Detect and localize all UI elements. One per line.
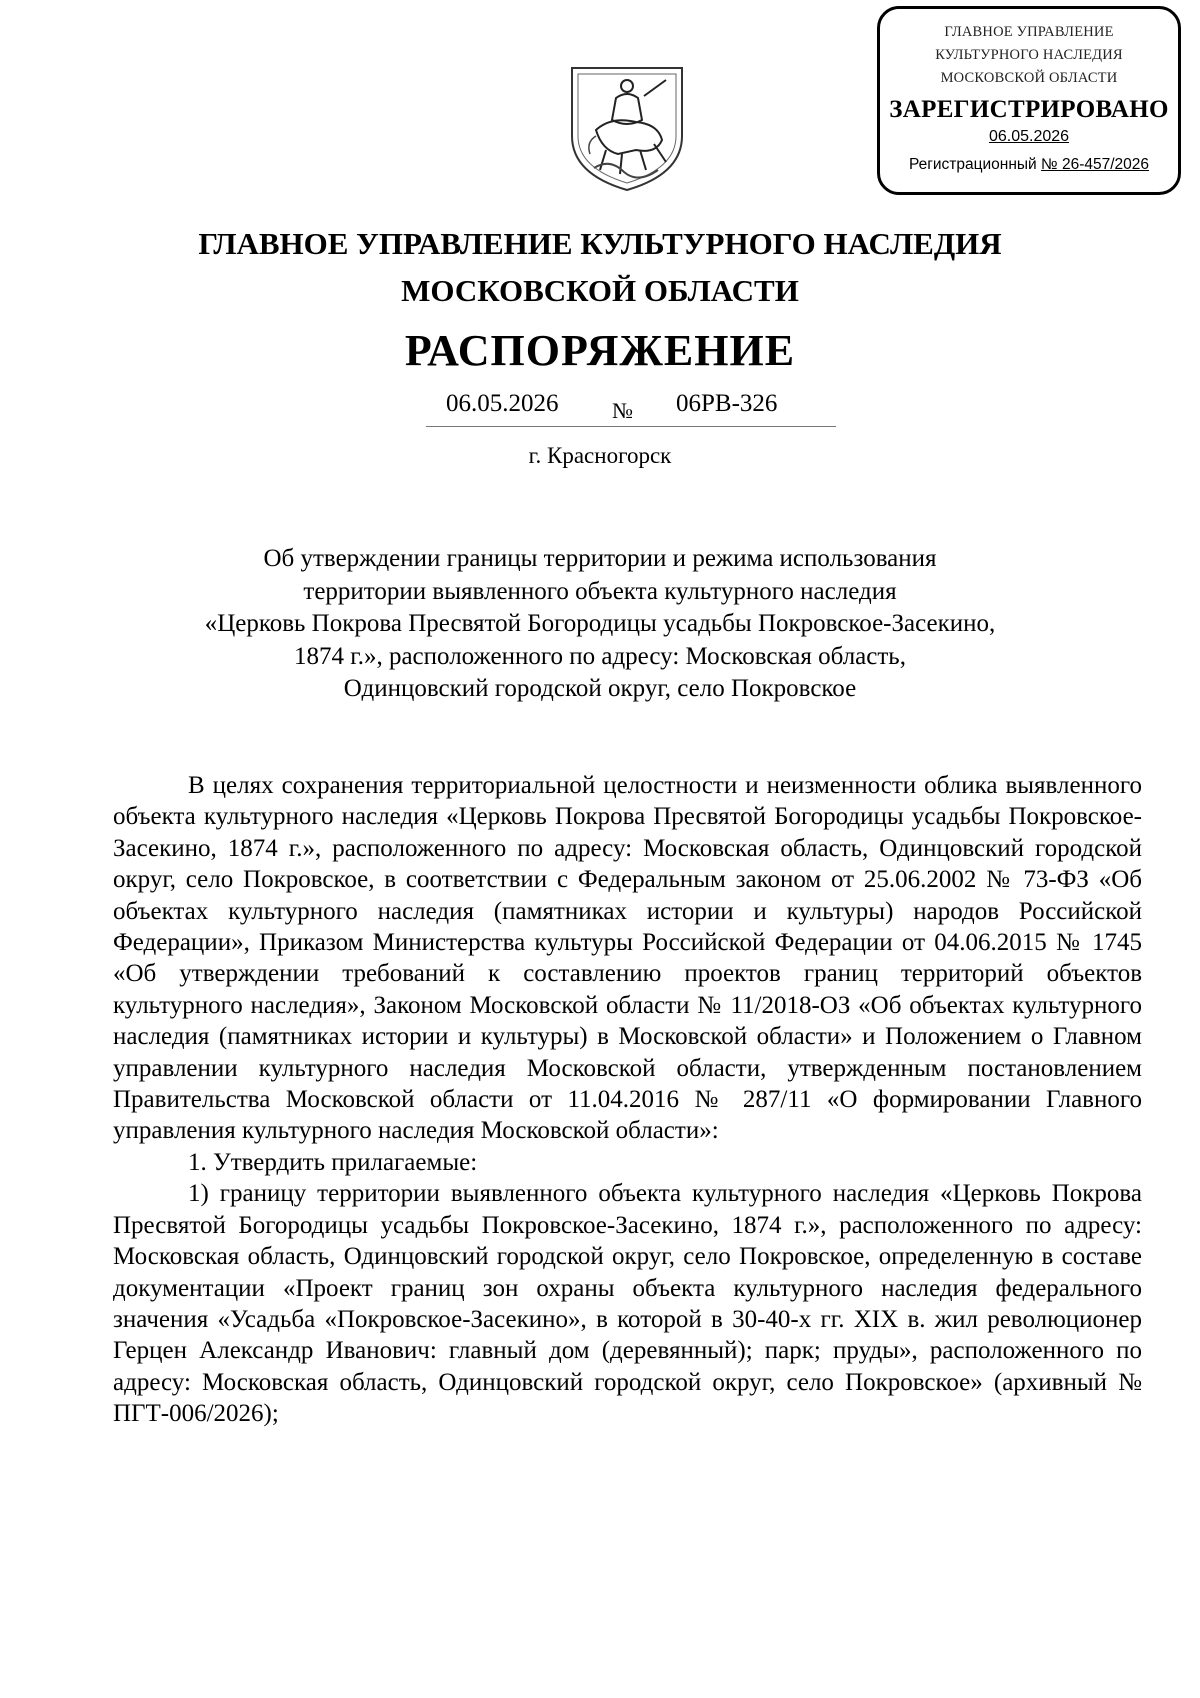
stamp-org-line: МОСКОВСКОЙ ОБЛАСТИ	[940, 70, 1118, 86]
number-sign: №	[612, 398, 633, 423]
stamp-org-line: ГЛАВНОЕ УПРАВЛЕНИЕ	[944, 24, 1114, 40]
coat-of-arms-icon	[566, 58, 688, 194]
subject-line: Одинцовский городской округ, село Покровское	[343, 675, 857, 702]
subject-line: 1874 г.», расположенного по адресу: Московская область,	[294, 642, 906, 670]
registration-stamp	[877, 6, 1181, 195]
subject-line: территории выявленного объекта культурного наследия	[303, 577, 897, 605]
stamp-org-name	[880, 21, 1178, 90]
stamp-reg-number	[880, 156, 1178, 174]
document-date: 06.05.2026	[446, 390, 559, 417]
organization-title-line: ГЛАВНОЕ УПРАВЛЕНИЕ КУЛЬТУРНОГО НАСЛЕДИЯ	[198, 226, 1002, 261]
document-subject	[140, 543, 1060, 706]
item-1: 1. Утвердить прилагаемые:	[188, 1148, 478, 1176]
organization-title-line: МОСКОВСКОЙ ОБЛАСТИ	[401, 273, 799, 308]
document-number: 06РВ-326	[676, 390, 778, 417]
document-type: РАСПОРЯЖЕНИЕ	[404, 326, 796, 375]
item-1-1: 1) границу территории выявленного объекта культурного наследия «Церковь Покрова Пресвятой Богородицы усадьбы Покровское-Засекино, 1874 г.», расположенного по адресу: Московская область, Одинцовский городской округ, село Покровское, определенную в составе документации «Проект границ зон охраны объекта культурного наследия федерального значения «Усадьба «Покровское-Засекино», в которой в 30-40-х гг. XIX в. жил революционер Герцен Александр Иванович: главный дом (деревянный); парк; пруды», расположенного по адресу: Московская область, Одинцовский городской округ, село Покровское» (архивный № ПГТ-006/2026);	[113, 1180, 1142, 1428]
subject-line: «Церковь Покрова Пресвятой Богородицы усадьбы Покровское-Засекино,	[204, 610, 996, 637]
document-body	[113, 770, 1142, 1430]
preamble-paragraph: В целях сохранения территориальной целостности и неизменности облика выявленного объекта культурного наследия «Церковь Покрова Пресвятой Богородицы усадьбы Покровское-Засекино, 1874 г.», расположенного по адресу: Московская область, Одинцовский городской округ, село Покровское, в соответствии с Федеральным законом от 25.06.2002 № 73-ФЗ «Об объектах культурного наследия (памятниках истории и культуры) народов Российской Федерации», Приказом Министерства культуры Российской Федерации от 04.06.2015 № 1745 «Об утверждении требований к составлению проектов границ территорий объектов культурного наследия», Законом Московской области № 11/2018-ОЗ «Об объектах культурного наследия (памятниках истории и культуры) в Московской области» и Положением о Главном управлении культурного наследия Московской области, утвержденным постановлением Правительства Московской области от 11.04.2016 № 287/11 «О формировании Главного управления культурного наследия Московской области»:	[113, 772, 1142, 1145]
stamp-org-line: КУЛЬТУРНОГО НАСЛЕДИЯ	[935, 47, 1123, 63]
document-city: г. Красногорск	[528, 443, 672, 468]
date-number-line	[426, 390, 836, 427]
stamp-status: ЗАРЕГИСТРИРОВАНО	[889, 96, 1169, 123]
stamp-date: 06.05.2026	[988, 128, 1070, 145]
stamp-reg-value: № 26-457/2026	[1041, 156, 1150, 173]
organization-title	[0, 220, 1200, 314]
subject-line: Об утверждении границы территории и режима использования	[263, 545, 937, 572]
stamp-reg-label: Регистрационный	[908, 156, 1037, 173]
